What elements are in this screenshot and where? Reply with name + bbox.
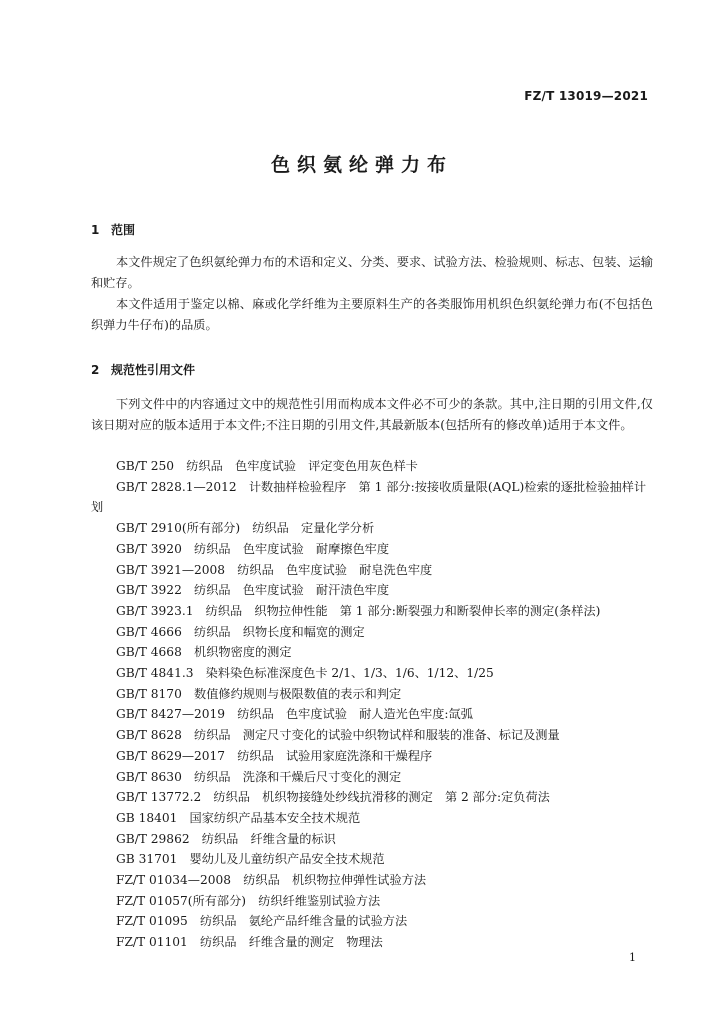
reference-item: GB/T 29862 纺织品 纤维含量的标识 [116, 831, 336, 846]
reference-item: GB/T 250 纺织品 色牢度试验 评定变色用灰色样卡 [116, 459, 418, 473]
reference-item: GB/T 3922 纺织品 色牢度试验 耐汗渍色牢度 [116, 583, 390, 598]
reference-item: GB/T 4666 纺织品 织物长度和幅宽的测定 [116, 624, 365, 639]
scope-paragraph-1: 本文件规定了色织氨纶弹力布的术语和定义、分类、要求、试验方法、检验规则、标志、包装、运输和贮存。 [91, 255, 653, 290]
document-title: 色织氨纶弹力布 [270, 154, 453, 176]
reference-item: GB/T 3920 纺织品 色牢度试验 耐摩擦色牢度 [116, 541, 390, 556]
reference-item: FZ/T 01101 纺织品 纤维含量的测定 物理法 [116, 935, 383, 950]
scope-paragraph-2: 本文件适用于鉴定以棉、麻或化学纤维为主要原料生产的各类服饰用机织色织氨纶弹力布(不包括色织弹力牛仔布)的品质。 [91, 297, 653, 332]
section-1-title: 范围 [111, 223, 136, 237]
standard-code: FZ/T 13019—2021 [524, 89, 648, 103]
reference-item: GB/T 8630 纺织品 洗涤和干燥后尺寸变化的测定 [116, 769, 402, 784]
reference-item: GB/T 8629—2017 纺织品 试验用家庭洗涤和干燥程序 [116, 748, 433, 763]
reference-item: FZ/T 01034—2008 纺织品 机织物拉伸弹性试验方法 [116, 873, 427, 888]
references-intro: 下列文件中的内容通过文中的规范性引用而构成本文件必不可少的条款。其中,注日期的引用文件,仅该日期对应的版本适用于本文件;不注日期的引用文件,其最新版本(包括所有的修改单)适用于本文件。 [91, 397, 653, 432]
reference-item: GB/T 13772.2 纺织品 机织物接缝处纱线抗滑移的测定 第 2 部分:定负荷法 [116, 790, 550, 805]
section-2-heading [91, 361, 195, 378]
reference-item: GB/T 8628 纺织品 测定尺寸变化的试验中织物试样和服装的准备、标记及测量 [116, 728, 560, 743]
page-number: 1 [629, 951, 636, 964]
reference-item: GB/T 2828.1—2012 计数抽样检验程序 第 1 部分:按接收质量限(AQL)检索的逐批检验抽样计划 [91, 479, 647, 515]
reference-list [91, 456, 653, 953]
reference-item: GB/T 3921—2008 纺织品 色牢度试验 耐皂洗色牢度 [116, 562, 433, 577]
section-1-heading [91, 221, 135, 238]
reference-item: GB/T 8427—2019 纺织品 色牢度试验 耐人造光色牢度:氙弧 [116, 707, 473, 722]
reference-item: FZ/T 01057(所有部分) 纺织纤维鉴别试验方法 [116, 893, 381, 908]
reference-item: GB/T 4841.3 染料染色标准深度色卡 2/1、1/3、1/6、1/12、1/25 [116, 666, 494, 681]
section-2-number: 2 [91, 363, 100, 377]
reference-item: GB/T 2910(所有部分) 纺织品 定量化学分析 [116, 521, 375, 536]
section-2-title: 规范性引用文件 [111, 363, 196, 377]
reference-item: GB 31701 婴幼儿及儿童纺织产品安全技术规范 [116, 852, 385, 867]
section-1-number: 1 [91, 223, 100, 237]
reference-item: GB/T 4668 机织物密度的测定 [116, 645, 292, 660]
reference-item: GB 18401 国家纺织产品基本安全技术规范 [116, 810, 361, 825]
reference-item: GB/T 3923.1 纺织品 织物拉伸性能 第 1 部分:断裂强力和断裂伸长率的测定(条样法) [116, 603, 601, 618]
reference-item: FZ/T 01095 纺织品 氨纶产品纤维含量的试验方法 [116, 914, 408, 929]
reference-item: GB/T 8170 数值修约规则与极限数值的表示和判定 [116, 686, 402, 701]
